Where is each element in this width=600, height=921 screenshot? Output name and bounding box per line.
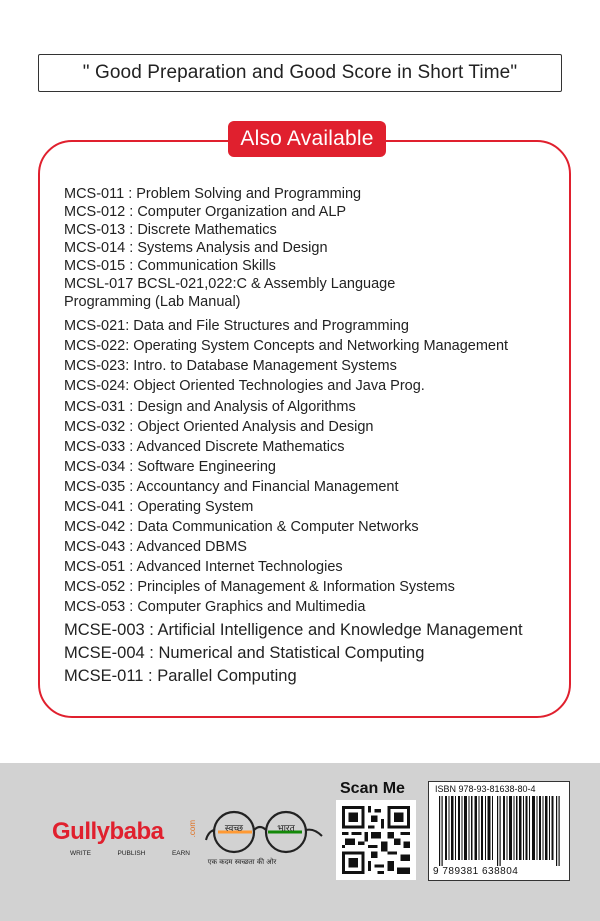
list-item: MCS-022: Operating System Concepts and Networking Management: [64, 338, 509, 354]
list-item: MCS-051 : Advanced Internet Technologies: [64, 559, 343, 575]
isbn-barcode: [428, 781, 570, 881]
list-item: MCS-041 : Operating System: [64, 499, 254, 515]
gullybaba-logo: [52, 818, 197, 857]
bharat-text: भारत: [277, 824, 295, 834]
brand-tag-earn: EARN: [171, 850, 190, 857]
tagline: " Good Preparation and Good Score in Short Time": [38, 54, 562, 92]
list-item: MCS-034 : Software Engineering: [64, 459, 276, 475]
qr-code-icon: [342, 806, 410, 874]
list-item: MCS-015 : Communication Skills: [64, 258, 276, 274]
list-item: MCS-021: Data and File Structures and Programming: [64, 318, 409, 334]
barcode-digits: 9 789381 638804: [433, 866, 519, 877]
list-item: MCS-024: Object Oriented Technologies and Java Prog.: [64, 378, 425, 394]
list-item: MCS-032 : Object Oriented Analysis and Design: [64, 419, 374, 435]
list-item: MCS-053 : Computer Graphics and Multimedia: [64, 599, 366, 615]
list-item: MCS-011 : Problem Solving and Programming: [64, 186, 362, 202]
list-item: MCS-043 : Advanced DBMS: [64, 539, 247, 555]
scan-me-label: Scan Me: [340, 780, 405, 797]
list-item: MCSE-011 : Parallel Computing: [64, 667, 297, 685]
list-item: MCS-033 : Advanced Discrete Mathematics: [64, 439, 345, 455]
list-item: MCS-031 : Design and Analysis of Algorithms: [64, 399, 356, 415]
list-item: MCS-023: Intro. to Database Management Systems: [64, 358, 397, 374]
brand-tag-write: WRITE: [70, 850, 91, 857]
list-item: MCS-014 : Systems Analysis and Design: [64, 240, 328, 256]
swachh-caption: एक कदम स्वच्छता की ओर: [207, 858, 277, 866]
brand-suffix: .com: [188, 820, 197, 838]
also-available-heading: Also Available: [228, 121, 386, 157]
swachh-bharat-logo: [204, 810, 330, 870]
list-item: MCSE-003 : Artificial Intelligence and Knowledge Management: [64, 621, 523, 639]
brand-tag-publish: PUBLISH: [117, 850, 146, 857]
isbn-number: ISBN 978-93-81638-80-4: [435, 784, 536, 794]
list-item: MCS-013 : Discrete Mathematics: [64, 222, 277, 238]
barcode-icon: [437, 796, 563, 866]
swachh-text: स्वच्छ: [224, 824, 244, 834]
list-item: MCSL-017 BCSL-021,022:C & Assembly Language: [64, 276, 396, 292]
list-item: MCSE-004 : Numerical and Statistical Computing: [64, 644, 425, 662]
qr-code: [336, 800, 416, 880]
list-item: MCS-012 : Computer Organization and ALP: [64, 204, 347, 220]
list-item: Programming (Lab Manual): [64, 294, 241, 310]
brand-name: Gullybaba: [52, 818, 164, 845]
list-item: MCS-042 : Data Communication & Computer Networks: [64, 519, 419, 535]
brand-tagline: [70, 850, 190, 857]
list-item: MCS-035 : Accountancy and Financial Management: [64, 479, 399, 495]
list-item: MCS-052 : Principles of Management & Information Systems: [64, 579, 455, 595]
